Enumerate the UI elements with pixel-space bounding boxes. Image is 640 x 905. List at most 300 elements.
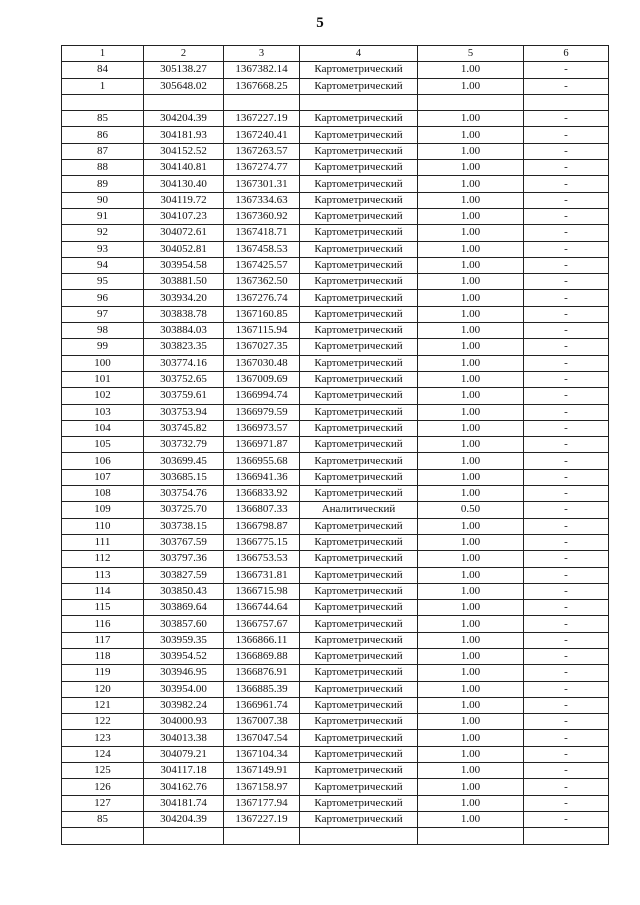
description-cell: - (524, 632, 609, 648)
y-coordinate-cell: 1366715.98 (224, 583, 300, 599)
table-row (62, 616, 609, 632)
table-row (62, 567, 609, 583)
accuracy-cell: 1.00 (418, 192, 524, 208)
method-cell: Картометрический (300, 127, 418, 143)
x-coordinate-cell: 303738.15 (144, 518, 224, 534)
description-cell: - (524, 648, 609, 664)
point-number-cell: 89 (62, 176, 144, 192)
accuracy-cell: 1.00 (418, 274, 524, 290)
y-coordinate-cell: 1366955.68 (224, 453, 300, 469)
table-row (62, 127, 609, 143)
y-coordinate-cell: 1367362.50 (224, 274, 300, 290)
description-cell: - (524, 160, 609, 176)
table-row (62, 94, 609, 110)
table-row (62, 143, 609, 159)
y-coordinate-cell: 1366833.92 (224, 486, 300, 502)
accuracy-cell: 1.00 (418, 306, 524, 322)
method-cell: Картометрический (300, 355, 418, 371)
method-cell: Картометрический (300, 225, 418, 241)
table-row (62, 632, 609, 648)
table-row (62, 502, 609, 518)
accuracy-cell: 1.00 (418, 551, 524, 567)
method-cell: Картометрический (300, 290, 418, 306)
method-cell: Картометрический (300, 534, 418, 550)
accuracy-cell: 1.00 (418, 453, 524, 469)
y-coordinate-cell: 1366971.87 (224, 437, 300, 453)
description-cell: - (524, 420, 609, 436)
table-row (62, 323, 609, 339)
method-cell: Картометрический (300, 486, 418, 502)
table-row (62, 78, 609, 94)
accuracy-cell (418, 828, 524, 844)
description-cell: - (524, 143, 609, 159)
x-coordinate-cell: 303946.95 (144, 665, 224, 681)
y-coordinate-cell: 1366979.59 (224, 404, 300, 420)
header-cell: 6 (524, 46, 609, 62)
description-cell: - (524, 469, 609, 485)
point-number-cell: 101 (62, 371, 144, 387)
table-row (62, 730, 609, 746)
y-coordinate-cell: 1367301.31 (224, 176, 300, 192)
accuracy-cell: 1.00 (418, 127, 524, 143)
method-cell: Картометрический (300, 208, 418, 224)
accuracy-cell: 1.00 (418, 795, 524, 811)
y-coordinate-cell: 1367030.48 (224, 355, 300, 371)
point-number-cell (62, 828, 144, 844)
y-coordinate-cell: 1366994.74 (224, 388, 300, 404)
table-row (62, 62, 609, 78)
accuracy-cell: 1.00 (418, 811, 524, 827)
table-row (62, 176, 609, 192)
description-cell: - (524, 795, 609, 811)
point-number-cell: 124 (62, 746, 144, 762)
y-coordinate-cell: 1366973.57 (224, 420, 300, 436)
header-cell: 3 (224, 46, 300, 62)
point-number-cell: 110 (62, 518, 144, 534)
accuracy-cell: 1.00 (418, 746, 524, 762)
table-row (62, 779, 609, 795)
x-coordinate-cell (144, 94, 224, 110)
method-cell (300, 94, 418, 110)
description-cell: - (524, 518, 609, 534)
point-number-cell: 122 (62, 714, 144, 730)
y-coordinate-cell: 1367334.63 (224, 192, 300, 208)
table-row (62, 257, 609, 273)
x-coordinate-cell: 303685.15 (144, 469, 224, 485)
method-cell: Картометрический (300, 681, 418, 697)
method-cell: Картометрический (300, 665, 418, 681)
method-cell: Картометрический (300, 274, 418, 290)
method-cell: Картометрический (300, 567, 418, 583)
y-coordinate-cell: 1366885.39 (224, 681, 300, 697)
x-coordinate-cell: 304204.39 (144, 811, 224, 827)
point-number-cell: 93 (62, 241, 144, 257)
point-number-cell: 85 (62, 811, 144, 827)
method-cell: Картометрический (300, 632, 418, 648)
x-coordinate-cell: 303752.65 (144, 371, 224, 387)
method-cell: Картометрический (300, 795, 418, 811)
table-row (62, 355, 609, 371)
description-cell: - (524, 339, 609, 355)
description-cell: - (524, 730, 609, 746)
description-cell: - (524, 714, 609, 730)
point-number-cell: 94 (62, 257, 144, 273)
table-row (62, 600, 609, 616)
point-number-cell: 126 (62, 779, 144, 795)
x-coordinate-cell: 304204.39 (144, 111, 224, 127)
description-cell: - (524, 62, 609, 78)
accuracy-cell (418, 94, 524, 110)
y-coordinate-cell: 1366757.67 (224, 616, 300, 632)
accuracy-cell: 1.00 (418, 323, 524, 339)
y-coordinate-cell: 1366731.81 (224, 567, 300, 583)
accuracy-cell: 1.00 (418, 469, 524, 485)
description-cell: - (524, 241, 609, 257)
y-coordinate-cell (224, 94, 300, 110)
table-row (62, 551, 609, 567)
page-number: 5 (316, 15, 324, 31)
y-coordinate-cell: 1366798.87 (224, 518, 300, 534)
point-number-cell: 103 (62, 404, 144, 420)
accuracy-cell: 1.00 (418, 600, 524, 616)
accuracy-cell: 1.00 (418, 534, 524, 550)
point-number-cell: 108 (62, 486, 144, 502)
x-coordinate-cell: 304130.40 (144, 176, 224, 192)
table-row (62, 714, 609, 730)
method-cell: Картометрический (300, 437, 418, 453)
x-coordinate-cell: 305648.02 (144, 78, 224, 94)
method-cell: Картометрический (300, 811, 418, 827)
description-cell: - (524, 437, 609, 453)
accuracy-cell: 1.00 (418, 62, 524, 78)
point-number-cell: 1 (62, 78, 144, 94)
accuracy-cell: 1.00 (418, 241, 524, 257)
description-cell: - (524, 225, 609, 241)
point-number-cell: 125 (62, 763, 144, 779)
point-number-cell: 109 (62, 502, 144, 518)
x-coordinate-cell: 303823.35 (144, 339, 224, 355)
method-cell: Картометрический (300, 143, 418, 159)
method-cell: Картометрический (300, 518, 418, 534)
point-number-cell: 121 (62, 697, 144, 713)
description-cell: - (524, 290, 609, 306)
x-coordinate-cell: 304152.52 (144, 143, 224, 159)
accuracy-cell: 1.00 (418, 225, 524, 241)
description-cell: - (524, 323, 609, 339)
header-cell: 1 (62, 46, 144, 62)
method-cell: Картометрический (300, 241, 418, 257)
point-number-cell: 102 (62, 388, 144, 404)
point-number-cell: 91 (62, 208, 144, 224)
x-coordinate-cell: 303982.24 (144, 697, 224, 713)
description-cell: - (524, 567, 609, 583)
table-row (62, 681, 609, 697)
x-coordinate-cell: 303753.94 (144, 404, 224, 420)
point-number-cell: 123 (62, 730, 144, 746)
description-cell: - (524, 534, 609, 550)
table-row (62, 486, 609, 502)
point-number-cell: 98 (62, 323, 144, 339)
table-row (62, 339, 609, 355)
x-coordinate-cell: 303959.35 (144, 632, 224, 648)
method-cell: Аналитический (300, 502, 418, 518)
accuracy-cell: 1.00 (418, 648, 524, 664)
table-row (62, 534, 609, 550)
y-coordinate-cell: 1367149.91 (224, 763, 300, 779)
point-number-cell: 115 (62, 600, 144, 616)
method-cell: Картометрический (300, 78, 418, 94)
description-cell: - (524, 746, 609, 762)
point-number-cell: 112 (62, 551, 144, 567)
method-cell: Картометрический (300, 62, 418, 78)
point-number-cell: 95 (62, 274, 144, 290)
method-cell: Картометрический (300, 730, 418, 746)
method-cell: Картометрический (300, 404, 418, 420)
x-coordinate-cell: 303954.00 (144, 681, 224, 697)
description-cell: - (524, 355, 609, 371)
y-coordinate-cell: 1367227.19 (224, 811, 300, 827)
x-coordinate-cell: 303827.59 (144, 567, 224, 583)
description-cell: - (524, 681, 609, 697)
x-coordinate-cell: 304181.74 (144, 795, 224, 811)
y-coordinate-cell: 1367007.38 (224, 714, 300, 730)
point-number-cell: 107 (62, 469, 144, 485)
y-coordinate-cell: 1367104.34 (224, 746, 300, 762)
accuracy-cell: 1.00 (418, 160, 524, 176)
method-cell: Картометрический (300, 469, 418, 485)
x-coordinate-cell: 304107.23 (144, 208, 224, 224)
accuracy-cell: 1.00 (418, 388, 524, 404)
table-row (62, 388, 609, 404)
y-coordinate-cell: 1367115.94 (224, 323, 300, 339)
description-cell (524, 828, 609, 844)
accuracy-cell: 0.50 (418, 502, 524, 518)
table-row (62, 665, 609, 681)
y-coordinate-cell: 1367418.71 (224, 225, 300, 241)
y-coordinate-cell: 1367047.54 (224, 730, 300, 746)
x-coordinate-cell: 304162.76 (144, 779, 224, 795)
table-row (62, 469, 609, 485)
method-cell: Картометрический (300, 388, 418, 404)
x-coordinate-cell: 304119.72 (144, 192, 224, 208)
description-cell: - (524, 697, 609, 713)
method-cell: Картометрический (300, 583, 418, 599)
accuracy-cell: 1.00 (418, 257, 524, 273)
accuracy-cell: 1.00 (418, 404, 524, 420)
accuracy-cell: 1.00 (418, 143, 524, 159)
x-coordinate-cell: 305138.27 (144, 62, 224, 78)
table-row (62, 306, 609, 322)
accuracy-cell: 1.00 (418, 779, 524, 795)
point-number-cell: 120 (62, 681, 144, 697)
method-cell: Картометрический (300, 176, 418, 192)
method-cell: Картометрический (300, 453, 418, 469)
x-coordinate-cell: 303838.78 (144, 306, 224, 322)
y-coordinate-cell: 1367360.92 (224, 208, 300, 224)
method-cell: Картометрический (300, 616, 418, 632)
table-row (62, 404, 609, 420)
point-number-cell: 117 (62, 632, 144, 648)
x-coordinate-cell: 303699.45 (144, 453, 224, 469)
method-cell: Картометрический (300, 420, 418, 436)
point-number-cell: 119 (62, 665, 144, 681)
method-cell: Картометрический (300, 111, 418, 127)
point-number-cell: 106 (62, 453, 144, 469)
y-coordinate-cell: 1366869.88 (224, 648, 300, 664)
description-cell: - (524, 763, 609, 779)
x-coordinate-cell: 303884.03 (144, 323, 224, 339)
table-row (62, 420, 609, 436)
table-row (62, 811, 609, 827)
description-cell: - (524, 78, 609, 94)
table-row (62, 763, 609, 779)
method-cell: Картометрический (300, 339, 418, 355)
description-cell: - (524, 486, 609, 502)
description-cell: - (524, 453, 609, 469)
x-coordinate-cell: 304072.61 (144, 225, 224, 241)
point-number-cell: 99 (62, 339, 144, 355)
description-cell: - (524, 111, 609, 127)
x-coordinate-cell: 303797.36 (144, 551, 224, 567)
accuracy-cell: 1.00 (418, 665, 524, 681)
x-coordinate-cell (144, 828, 224, 844)
point-number-cell: 97 (62, 306, 144, 322)
x-coordinate-cell: 303759.61 (144, 388, 224, 404)
y-coordinate-cell: 1366775.15 (224, 534, 300, 550)
point-number-cell: 116 (62, 616, 144, 632)
accuracy-cell: 1.00 (418, 714, 524, 730)
x-coordinate-cell: 304052.81 (144, 241, 224, 257)
method-cell (300, 828, 418, 844)
x-coordinate-cell: 304079.21 (144, 746, 224, 762)
point-number-cell: 86 (62, 127, 144, 143)
y-coordinate-cell: 1367160.85 (224, 306, 300, 322)
method-cell: Картометрический (300, 746, 418, 762)
accuracy-cell: 1.00 (418, 176, 524, 192)
y-coordinate-cell: 1367027.35 (224, 339, 300, 355)
point-number-cell: 114 (62, 583, 144, 599)
table-row (62, 437, 609, 453)
accuracy-cell: 1.00 (418, 78, 524, 94)
accuracy-cell: 1.00 (418, 437, 524, 453)
y-coordinate-cell: 1367177.94 (224, 795, 300, 811)
accuracy-cell: 1.00 (418, 518, 524, 534)
description-cell: - (524, 502, 609, 518)
accuracy-cell: 1.00 (418, 420, 524, 436)
accuracy-cell: 1.00 (418, 486, 524, 502)
description-cell: - (524, 388, 609, 404)
y-coordinate-cell: 1366876.91 (224, 665, 300, 681)
x-coordinate-cell: 303732.79 (144, 437, 224, 453)
table-row (62, 111, 609, 127)
point-number-cell: 96 (62, 290, 144, 306)
y-coordinate-cell: 1366866.11 (224, 632, 300, 648)
method-cell: Картометрический (300, 160, 418, 176)
y-coordinate-cell: 1367382.14 (224, 62, 300, 78)
table-row (62, 518, 609, 534)
x-coordinate-cell: 303850.43 (144, 583, 224, 599)
accuracy-cell: 1.00 (418, 681, 524, 697)
x-coordinate-cell: 303767.59 (144, 534, 224, 550)
table-row (62, 225, 609, 241)
description-cell: - (524, 779, 609, 795)
description-cell: - (524, 371, 609, 387)
point-number-cell: 127 (62, 795, 144, 811)
point-number-cell: 100 (62, 355, 144, 371)
y-coordinate-cell: 1367009.69 (224, 371, 300, 387)
description-cell: - (524, 274, 609, 290)
table-row (62, 453, 609, 469)
x-coordinate-cell: 303857.60 (144, 616, 224, 632)
method-cell: Картометрический (300, 714, 418, 730)
table-row (62, 160, 609, 176)
point-number-cell (62, 94, 144, 110)
point-number-cell: 90 (62, 192, 144, 208)
x-coordinate-cell: 304140.81 (144, 160, 224, 176)
method-cell: Картометрический (300, 323, 418, 339)
description-cell: - (524, 306, 609, 322)
y-coordinate-cell: 1367158.97 (224, 779, 300, 795)
accuracy-cell: 1.00 (418, 339, 524, 355)
accuracy-cell: 1.00 (418, 111, 524, 127)
table-row (62, 208, 609, 224)
point-number-cell: 118 (62, 648, 144, 664)
description-cell: - (524, 176, 609, 192)
point-number-cell: 104 (62, 420, 144, 436)
accuracy-cell: 1.00 (418, 583, 524, 599)
y-coordinate-cell (224, 828, 300, 844)
method-cell: Картометрический (300, 257, 418, 273)
x-coordinate-cell: 303774.16 (144, 355, 224, 371)
description-cell: - (524, 257, 609, 273)
y-coordinate-cell: 1366807.33 (224, 502, 300, 518)
method-cell: Картометрический (300, 600, 418, 616)
point-number-cell: 111 (62, 534, 144, 550)
description-cell: - (524, 208, 609, 224)
table-row (62, 648, 609, 664)
x-coordinate-cell: 303869.64 (144, 600, 224, 616)
method-cell: Картометрический (300, 551, 418, 567)
y-coordinate-cell: 1366961.74 (224, 697, 300, 713)
table-row (62, 795, 609, 811)
table-row (62, 274, 609, 290)
table-header-row (62, 46, 609, 62)
x-coordinate-cell: 303745.82 (144, 420, 224, 436)
method-cell: Картометрический (300, 763, 418, 779)
point-number-cell: 84 (62, 62, 144, 78)
accuracy-cell: 1.00 (418, 632, 524, 648)
y-coordinate-cell: 1367458.53 (224, 241, 300, 257)
x-coordinate-cell: 303881.50 (144, 274, 224, 290)
table-body (62, 62, 609, 844)
x-coordinate-cell: 303934.20 (144, 290, 224, 306)
y-coordinate-cell: 1367425.57 (224, 257, 300, 273)
accuracy-cell: 1.00 (418, 290, 524, 306)
x-coordinate-cell: 303725.70 (144, 502, 224, 518)
table-row (62, 746, 609, 762)
method-cell: Картометрический (300, 779, 418, 795)
description-cell: - (524, 127, 609, 143)
accuracy-cell: 1.00 (418, 730, 524, 746)
x-coordinate-cell: 304013.38 (144, 730, 224, 746)
method-cell: Картометрический (300, 371, 418, 387)
y-coordinate-cell: 1366744.64 (224, 600, 300, 616)
accuracy-cell: 1.00 (418, 697, 524, 713)
x-coordinate-cell: 304000.93 (144, 714, 224, 730)
header-cell: 5 (418, 46, 524, 62)
accuracy-cell: 1.00 (418, 763, 524, 779)
accuracy-cell: 1.00 (418, 208, 524, 224)
